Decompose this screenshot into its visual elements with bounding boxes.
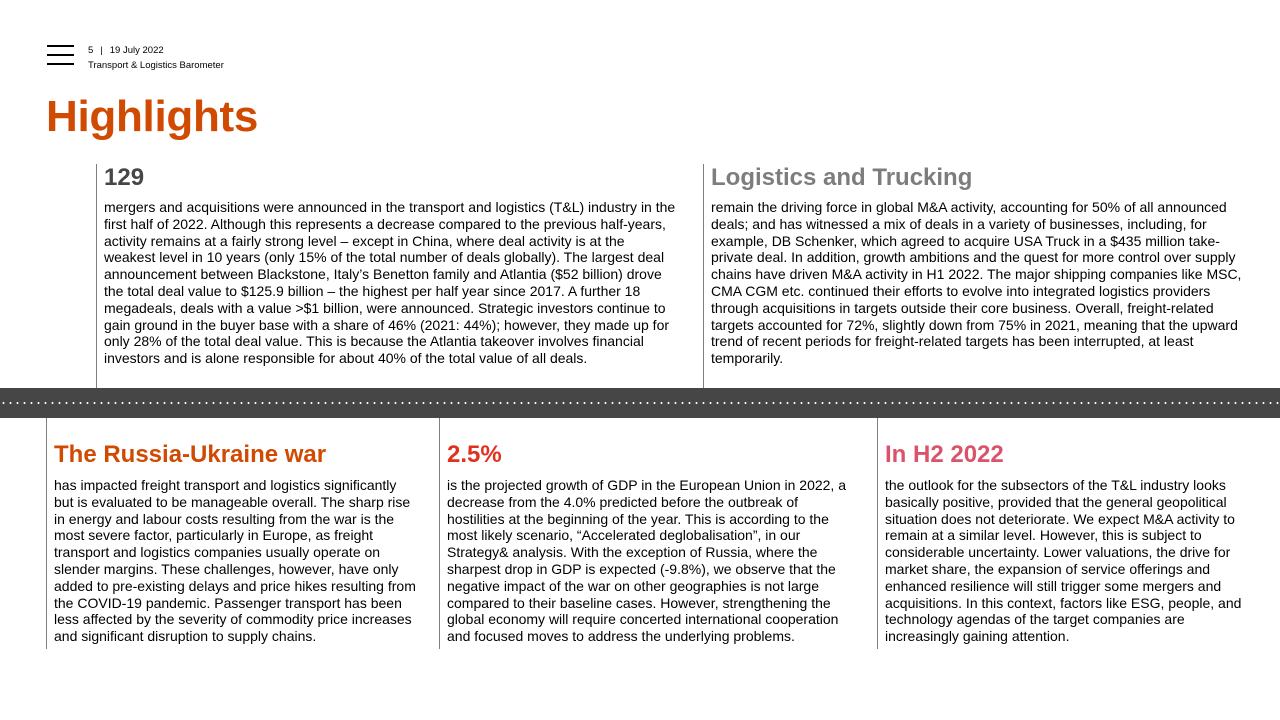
highlight-body: mergers and acquisitions were announced in the transport and logistics (T&L) industry in the first half of 2022. Although this represents a decrease compared to the previous half-years, activity remains at a fairly strong level – except in China, where deal activity is at the weakest level in 10 years (only 15% of the total number of deals globally). The largest deal announcement between Blackstone, Italy’s Benetton family and Atlantia ($52 billion) drove the total deal value to $125.9 billion – the highest per half year since 2017. A further 18 megadeals, deals with a value >$1 billion, were announced. Strategic investors continue to gain ground in the buyer base with a share of 46% (2021: 44%); however, they made up for only 28% of the total deal value. This is because the Atlantia takeover involves financial investors and is alone responsible for about 40% of the total value of all deals. — [104, 199, 676, 367]
highlight-russia-ukraine-war — [46, 418, 416, 649]
highlight-body: has impacted freight transport and logistics significantly but is evaluated to be manageable overall. The sharp rise in energy and labour costs resulting from the war is the most severe factor, particularly in Europe, as freight transport and logistics companies usually operate on slender margins. These challenges, however, have only added to pre-existing delays and price hikes resulting from the COVID-19 pandemic. Passenger transport has been less affected by the severity of commodity price increases and significant disruption to supply chains. — [54, 477, 416, 645]
highlight-gdp-growth — [439, 418, 854, 649]
highlight-deal-count — [96, 164, 676, 388]
document-subtitle: Transport & Logistics Barometer — [88, 60, 224, 71]
highlight-heading: The Russia-Ukraine war — [54, 441, 327, 468]
meta-separator: | — [100, 45, 103, 56]
highlight-body: the outlook for the subsectors of the T&L industry looks basically positive, provided that the general geopolitical situation does not deteriorate. We expect M&A activity to remain at a similar level. However, this is subject to considerable uncertainty. Lower valuations, the drive for market share, the expansion of service offerings and enhanced resilience will still trigger some mergers and acquisitions. In this context, factors like ESG, people, and technology agendas of the target companies are increasingly gaining attention. — [885, 477, 1242, 645]
highlight-body: is the projected growth of GDP in the European Union in 2022, a decrease from the 4.0% predicted before the outbreak of hostilities at the beginning of the year. This is according to the most likely scenario, “Accelerated deglobalisation”, in our Strategy& analysis. With the exception of Russia, where the sharpest drop in GDP is expected (-9.8%), we observe that the negative impact of the war on other geographies is not large compared to their baseline cases. However, strengthening the global economy will require concerted international cooperation and focused moves to address the underlying problems. — [447, 477, 846, 645]
dotted-line — [0, 402, 1280, 404]
hamburger-menu-icon[interactable] — [47, 45, 74, 66]
highlight-heading: 129 — [104, 164, 145, 191]
page-meta-line — [88, 43, 224, 58]
highlight-heading: Logistics and Trucking — [711, 164, 973, 191]
page-meta — [88, 43, 224, 73]
page-date: 19 July 2022 — [109, 45, 164, 56]
highlight-h2-outlook — [877, 418, 1247, 649]
highlight-logistics-trucking — [703, 164, 1248, 388]
highlight-heading: 2.5% — [447, 441, 502, 468]
highlight-heading: In H2 2022 — [885, 441, 1004, 468]
highlight-body: remain the driving force in global M&A activity, accounting for 50% of all announced deals; and has witnessed a mix of deals in a variety of businesses, including, for example, DB Schenker, which agreed to acquire USA Truck in a $435 million take-private deal. In addition, growth ambitions and the quest for more control over supply chains have driven M&A activity in H1 2022. The major shipping companies like MSC, CMA CGM etc. continued their efforts to evolve into integrated logistics providers through acquisitions in targets outside their core business. Overall, freight-related targets accounted for 72%, slightly down from 75% in 2021, meaning that the upward trend of recent periods for freight-related targets has been interrupted, at least temporarily. — [711, 199, 1242, 367]
section-divider-band — [0, 388, 1280, 418]
page-title: Highlights — [46, 92, 259, 141]
page-number: 5 — [88, 45, 94, 56]
